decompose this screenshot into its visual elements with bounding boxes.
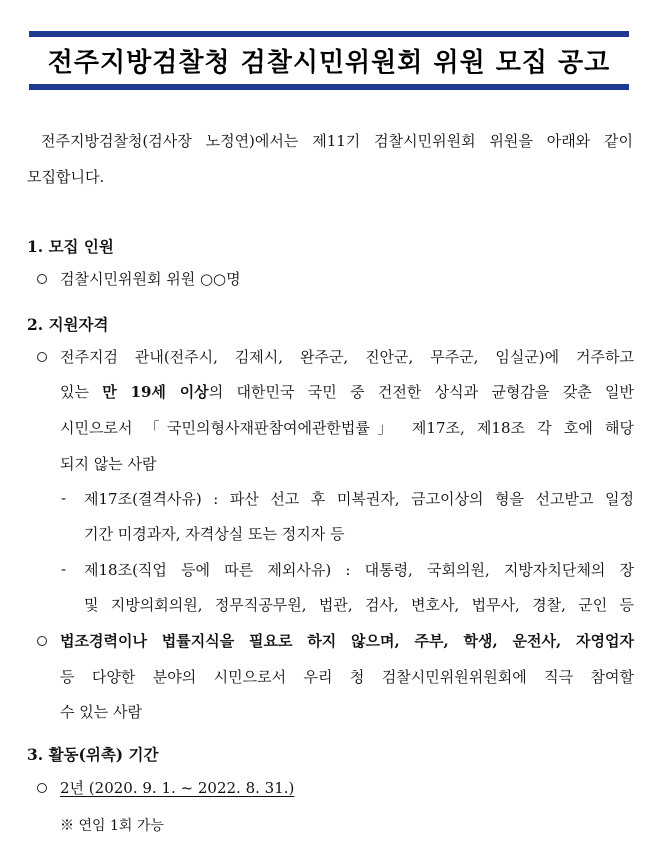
qualification-1-line-3: 시민으로서 「국민의형사재판참여에관한법률」 제17조, 제18조 각 호에 해당: [60, 419, 634, 437]
section-1-item: 검찰시민위원회 위원 ○○명: [60, 270, 241, 288]
article-17-line-2: 기간 미경과자, 자격상실 또는 정지자 등: [84, 525, 345, 543]
article-18-line-1: 제18조(직업 등에 따른 제외사유) : 대통령, 국회의원, 지방자치단체의 장: [84, 561, 634, 579]
reappointment-note: ※ 연임 1회 가능: [60, 818, 164, 834]
bullet-circle-icon: [37, 636, 47, 646]
article-17-line-1: 제17조(결격사유) : 파산 선고 후 미복권자, 금고이상의 형을 선고받고 일정: [84, 490, 634, 508]
article-18-line-2: 및 지방의회의원, 정무직공무원, 법관, 검사, 변호사, 법무사, 경찰, 군인 등: [84, 596, 634, 614]
qualification-2-line-1: 법조경력이나 법률지식을 필요로 하지 않으며, 주부, 학생, 운전사, 자영업자: [60, 632, 634, 650]
title-box: [29, 31, 629, 90]
page-title: 전주지방검찰청 검찰시민위원회 위원 모집 공고: [47, 48, 611, 78]
qualification-2-line-2: 등 다양한 분야의 시민으로서 우리 청 검찰시민위원위원회에 직극 참여할: [60, 668, 634, 686]
bullet-circle-icon: [37, 783, 47, 793]
intro-line-1: 전주지방검찰청(검사장 노정연)에서는 제11기 검찰시민위원회 위원을 아래와 같이: [41, 132, 633, 150]
intro-line-2: 모집합니다.: [27, 168, 105, 186]
qualification-1-line-2: 있는 만 19세 이상의 대한민국 국민 중 건전한 상식과 균형감을 갖춘 일반: [60, 383, 635, 401]
qualification-1-line-4: 되지 않는 사람: [60, 455, 157, 473]
dash-bullet: -: [61, 560, 67, 578]
bullet-circle-icon: [37, 274, 47, 284]
section-2-heading: 2. 지원자격: [27, 315, 109, 334]
term-period: 2년 (2020. 9. 1. ~ 2022. 8. 31.): [60, 779, 295, 797]
bullet-circle-icon: [37, 352, 47, 362]
qualification-1-line-1: 전주지검 관내(전주시, 김제시, 완주군, 진안군, 무주군, 임실군)에 거주하고: [60, 348, 634, 366]
dash-bullet: -: [61, 489, 67, 507]
section-3-heading: 3. 활동(위촉) 기간: [27, 745, 159, 764]
section-1-heading: 1. 모집 인원: [27, 237, 114, 256]
qualification-2-line-3: 수 있는 사람: [60, 703, 142, 721]
